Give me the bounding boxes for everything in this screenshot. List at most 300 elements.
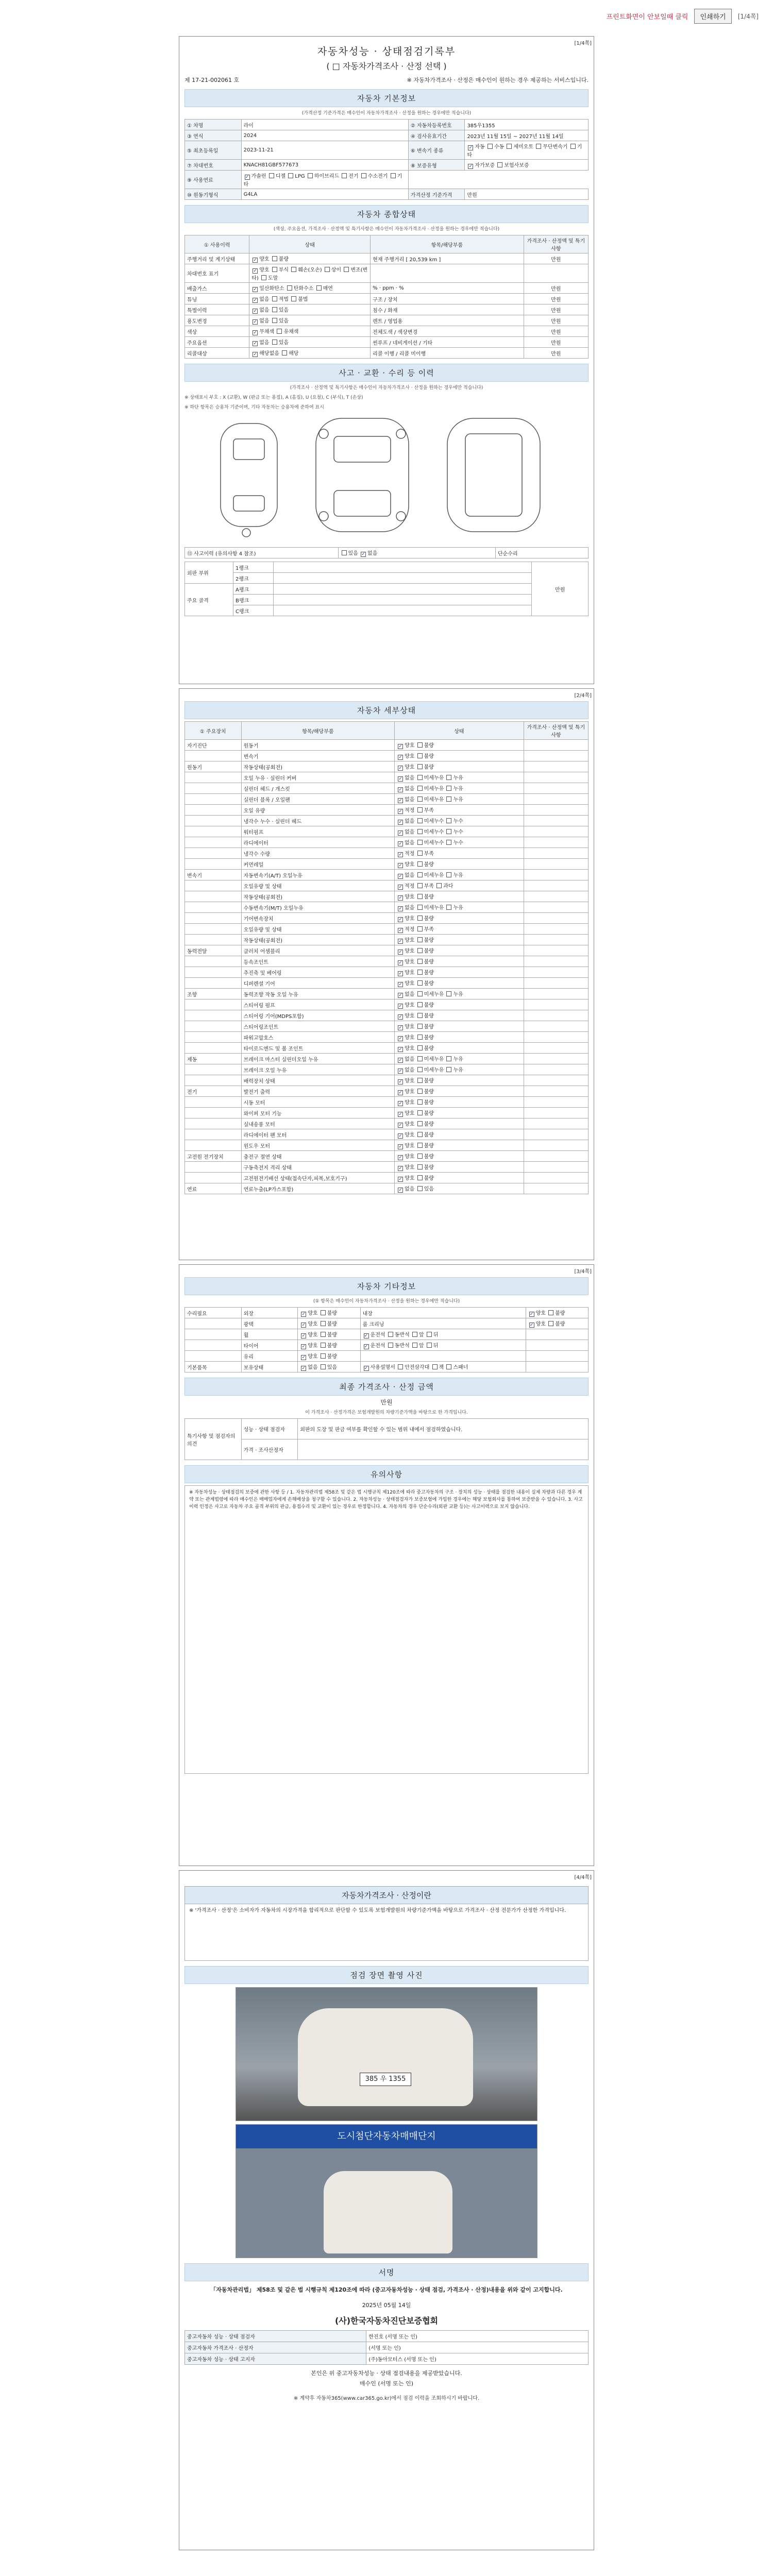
status-row (185, 294, 589, 304)
detail-price (524, 1140, 588, 1151)
detail-item: 발전기 출력 (241, 1086, 395, 1097)
detail-row (185, 1183, 589, 1194)
column-header: 가격조사 · 산정액 및 특기사항 (524, 235, 588, 253)
detail-price (524, 751, 588, 761)
checkbox: ✓ (398, 1090, 402, 1095)
checkbox (417, 980, 423, 986)
detail-group (185, 859, 242, 870)
checkbox (417, 1078, 423, 1083)
checkbox (417, 807, 423, 812)
detail-row (185, 1064, 589, 1075)
sign-date: 2025년 05월 14일 (362, 2302, 411, 2309)
detail-state: ✓ 양호 불량 (395, 956, 524, 967)
other-item: 내장 (360, 1308, 526, 1318)
sign-row (185, 2342, 589, 2353)
other-row (185, 1362, 589, 1372)
signer-role: 중고자동차 가격조사 · 산정자 (185, 2342, 366, 2353)
detail-price (524, 1118, 588, 1129)
checkbox (417, 1143, 423, 1148)
checkbox: ✓ (398, 939, 402, 944)
detail-price (524, 945, 588, 956)
checkbox: ✓ (253, 309, 258, 314)
detail-group (185, 880, 242, 891)
checkbox (417, 1067, 423, 1072)
checkbox: ✓ (398, 798, 402, 803)
detail-price (524, 805, 588, 816)
checkbox (321, 1321, 326, 1326)
checkbox: ✓ (398, 1177, 402, 1182)
detail-state: ✓ 없음 미세누유 누유 (395, 870, 524, 880)
checkbox (272, 340, 277, 345)
checkbox (548, 1321, 553, 1326)
detail-state: ✓ 양호 불량 (395, 978, 524, 989)
page-number: [4/4쪽] (574, 1875, 592, 1880)
detail-row (185, 848, 589, 859)
page-count: [1/4쪽] (737, 12, 759, 20)
checkbox (417, 753, 423, 758)
appraiser-opinion (298, 1439, 589, 1460)
checkbox: ✓ (253, 258, 258, 263)
status-item: 차대번호 표기 (185, 264, 249, 283)
checkbox: ✓ (529, 1323, 534, 1328)
detail-state: ✓ 양호 불량 (395, 891, 524, 902)
column-header: 상태 (249, 235, 371, 253)
detail-price (524, 1108, 588, 1118)
status-value: ✓ 없음 있음 (249, 315, 371, 326)
status-row (185, 337, 589, 348)
organization: (사)한국자동차진단보증협회 (334, 2316, 439, 2326)
detail-state: ✓ 양호 불량 (395, 999, 524, 1010)
column-header: 가격조사 · 산정액 및 특기사항 (524, 722, 588, 740)
detail-item: 배력장치 상태 (241, 1075, 395, 1086)
detail-group (185, 935, 242, 945)
detail-group (185, 1118, 242, 1129)
detail-state: ✓ 없음 미세누유 누유 (395, 772, 524, 783)
detail-state: ✓ 적정 부족 (395, 924, 524, 935)
checkbox (417, 1121, 423, 1126)
checkbox: ✓ (398, 841, 402, 846)
doc-number: 제 17-21-002061 호 (184, 77, 240, 83)
other-row (185, 1340, 589, 1351)
status-item: 리콜대상 (185, 348, 249, 359)
other-header: 자동차 기타정보 (184, 1277, 589, 1295)
rank-a: A랭크 (233, 584, 273, 595)
detail-row (185, 1162, 589, 1173)
signer-name: (주)동아모터스 (서명 또는 인) (366, 2353, 589, 2365)
checkbox: ✓ (398, 950, 402, 955)
accident-summary (184, 547, 589, 558)
checkbox (417, 1056, 423, 1061)
other-item (360, 1351, 526, 1362)
checkbox: ✓ (301, 1312, 306, 1317)
other-state: ✓ 양호 불량 (298, 1329, 360, 1340)
checkbox: ✓ (398, 1014, 402, 1020)
checkbox: ✓ (398, 1112, 402, 1117)
checkbox (417, 937, 423, 942)
detail-group (185, 924, 242, 935)
checkbox: ✓ (398, 971, 402, 976)
detail-price (524, 880, 588, 891)
signer-role: 중고자동차 성능 · 상태 고지자 (185, 2353, 366, 2365)
detail-group (185, 816, 242, 826)
detail-group: 원동기 (185, 761, 242, 772)
detail-row (185, 1086, 589, 1097)
checkbox (388, 1343, 393, 1348)
detail-group: 고전원 전기장치 (185, 1151, 242, 1162)
status-value: ✓ 해당없음 해당 (249, 348, 371, 359)
status-value: ✓ 양호 부식 훼손(오손) 상이 변조(변타) 도말 (249, 264, 371, 283)
detail-group: 동력전달 (185, 945, 242, 956)
status-item: 용도변경 (185, 315, 249, 326)
detail-state: ✓ 없음 미세누수 누수 (395, 816, 524, 826)
checkbox: ✓ (398, 928, 402, 933)
rank-b: B랭크 (233, 595, 273, 605)
field-value: ✓ 가솔린 디젤 LPG 하이브리드 전기 수소전기 기타 (241, 171, 408, 189)
signer-name: (서명 또는 인) (366, 2342, 589, 2353)
checkbox (282, 350, 287, 355)
status-row (185, 348, 589, 359)
simple-repair-cell (495, 548, 588, 558)
status-detail (371, 264, 524, 283)
status-detail: % · ppm · % (371, 283, 524, 294)
detail-state: ✓ 양호 불량 (395, 1162, 524, 1173)
detail-item: 실린더 헤드 / 개스킷 (241, 783, 395, 794)
detail-group (185, 751, 242, 761)
detail-price (524, 870, 588, 880)
footer-note: ※ 계약후 자동차365(www.car365.go.kr)에서 점검 이력을 조회하시기 바랍니다. (293, 2396, 480, 2401)
detail-item: 실린더 블록 / 오일팬 (241, 794, 395, 805)
page-number: [2/4쪽] (574, 693, 592, 699)
accident-no: 없음 (367, 551, 378, 556)
checkbox: ✓ (245, 175, 249, 180)
status-item: 튜닝 (185, 294, 249, 304)
page-1 (179, 36, 594, 684)
basic-row (185, 130, 589, 141)
detail-price (524, 1183, 588, 1194)
detail-state: ✓ 양호 불량 (395, 859, 524, 870)
detail-price (524, 783, 588, 794)
other-item: 유리 (241, 1351, 298, 1362)
detail-item: 냉각수 수량 (241, 848, 395, 859)
checkbox (272, 256, 277, 261)
document-title: 자동차성능 · 상태점검기록부 (317, 46, 456, 57)
checkbox (488, 144, 493, 149)
status-detail: 현재 주행거리 [ 20,539 km ] (371, 253, 524, 264)
other-state: ✓ 양호 불량 (298, 1351, 360, 1362)
field-label: ⑨ 사용연료 (185, 171, 242, 189)
other-state (526, 1340, 588, 1351)
detail-price (524, 999, 588, 1010)
column-header: 항목/해당부품 (371, 235, 524, 253)
detail-item: 오일 누유 · 실린더 커버 (241, 772, 395, 783)
detail-price (524, 1086, 588, 1097)
column-header: ① 사용이력 (185, 235, 249, 253)
detail-group (185, 1075, 242, 1086)
detail-row (185, 880, 589, 891)
detail-item: 디퍼렌셜 기어 (241, 978, 395, 989)
detail-item: 오일유량 및 상태 (241, 880, 395, 891)
page-number: [1/4쪽] (574, 41, 592, 46)
status-value: ✓ 양호 불량 (249, 253, 371, 264)
checkbox: ✓ (398, 787, 402, 792)
detail-item: 타이로드엔드 및 볼 조인트 (241, 1043, 395, 1054)
field-label: ⑤ 최초등록일 (185, 141, 242, 160)
detail-row (185, 1054, 589, 1064)
detail-row (185, 989, 589, 999)
detail-group: 전기 (185, 1086, 242, 1097)
detail-group (185, 1140, 242, 1151)
other-table (184, 1307, 589, 1372)
detail-group (185, 913, 242, 924)
checkbox: ✓ (398, 960, 402, 965)
sign-row (185, 2353, 589, 2365)
checkbox: ✓ (398, 820, 402, 825)
detail-price (524, 837, 588, 848)
detail-price (524, 1075, 588, 1086)
print-button[interactable]: 인쇄하기 (694, 9, 731, 24)
print-help-link[interactable]: 프린트화면이 안보일때 클릭 (606, 13, 688, 21)
detail-state: ✓ 없음 미세누유 누유 (395, 794, 524, 805)
status-price: 만원 (524, 348, 588, 359)
checkbox: ✓ (398, 744, 402, 749)
checkbox (417, 775, 423, 780)
checkbox (446, 1067, 451, 1072)
detail-row (185, 772, 589, 783)
checkbox (272, 307, 277, 312)
detail-group (185, 826, 242, 837)
sign-row (185, 2331, 589, 2342)
field-value: 만원 (465, 189, 589, 200)
detail-state: ✓ 양호 불량 (395, 1043, 524, 1054)
detail-group: 연료 (185, 1183, 242, 1194)
column-header: ① 주요장치 (185, 722, 242, 740)
checkbox: ✓ (398, 1004, 402, 1009)
page-2 (179, 688, 594, 1260)
detail-item: 오일유량 및 상태 (241, 924, 395, 935)
status-price: 만원 (524, 315, 588, 326)
other-state (526, 1329, 588, 1340)
detail-group (185, 794, 242, 805)
detail-price (524, 924, 588, 935)
status-price: 만원 (524, 304, 588, 315)
status-value: ✓ 무채색 유채색 (249, 326, 371, 337)
detail-item: 원동기 (241, 740, 395, 751)
checkbox (417, 1013, 423, 1018)
detail-group (185, 978, 242, 989)
checkbox (417, 742, 423, 748)
status-note: (색상, 주요옵션, 가격조사 · 산정액 및 특기사항은 매수인이 자동차가격조사 · 산정을 원하는 경우에만 적습니다) (273, 227, 500, 232)
status-item: 특별이력 (185, 304, 249, 315)
checkbox (272, 296, 277, 301)
checkbox: ✓ (529, 1312, 534, 1317)
checkbox (417, 883, 423, 888)
detail-group (185, 783, 242, 794)
checkbox: ✓ (398, 766, 402, 771)
checkbox (446, 818, 451, 823)
checkbox (342, 550, 347, 555)
checkbox: ✓ (364, 1366, 368, 1371)
license-plate: 385 우 1355 (360, 2073, 411, 2086)
appraisal-banner: 자동차가격조사 · 산정이란 (184, 1886, 589, 1904)
checkbox (288, 173, 293, 178)
checkbox (417, 991, 423, 996)
checkbox (446, 796, 451, 802)
accident-legend-2: ※ 하단 항목은 승용차 기준이며, 기타 자동차는 승용차에 준하여 표시 (184, 405, 324, 410)
status-price: 만원 (524, 337, 588, 348)
checkbox (417, 1002, 423, 1007)
other-note: (① 항목은 매수인이 자동차가격조사 · 산정을 원하는 경우에만 적습니다) (313, 1299, 460, 1304)
detail-state: ✓ 적정 부족 (395, 805, 524, 816)
checkbox: ✓ (253, 352, 258, 357)
detail-item: 기어변속장치 (241, 913, 395, 924)
checkbox (417, 861, 423, 867)
detail-row (185, 891, 589, 902)
checkbox: ✓ (301, 1323, 306, 1328)
detail-item: 변속기 (241, 751, 395, 761)
detail-row (185, 1010, 589, 1021)
checkbox (272, 267, 277, 272)
accident-row-label: ⑬ 사고이력 (유의사항 4 참조) (185, 548, 339, 558)
checkbox (417, 948, 423, 953)
checkbox: ✓ (364, 1333, 368, 1338)
checkbox (277, 329, 282, 334)
other-group: 수리필요 (185, 1308, 242, 1318)
checkbox (548, 1310, 553, 1315)
field-value: KNACH81GBF577673 (241, 160, 408, 171)
detail-price (524, 1064, 588, 1075)
detail-item: 고전원전기배선 상태(접속단자,피복,보호기구) (241, 1173, 395, 1183)
car-diagram (184, 413, 589, 542)
field-label: ⑧ 보증유형 (408, 160, 465, 171)
photo-header: 점검 장면 촬영 사진 (184, 1966, 589, 1984)
accident-yes: 있음 (348, 551, 358, 556)
field-label: ② 자동차등록번호 (408, 120, 465, 130)
checkbox (446, 991, 451, 996)
checkbox: ✓ (398, 874, 402, 879)
field-label: ⑩ 원동기형식 (185, 189, 242, 200)
other-group: 기본품목 (185, 1362, 242, 1372)
column-header: 항목/해당부품 (241, 722, 395, 740)
detail-state: ✓ 양호 불량 (395, 1173, 524, 1183)
checkbox: ✓ (253, 268, 258, 274)
detail-state: ✓ 양호 불량 (395, 935, 524, 945)
checkbox: ✓ (398, 1133, 402, 1139)
status-detail: 구조 / 장치 (371, 294, 524, 304)
field-label: ⑥ 변속기 종류 (408, 141, 465, 160)
status-price: 만원 (524, 294, 588, 304)
checkbox: ✓ (398, 1036, 402, 1041)
status-table (184, 235, 589, 359)
detail-row (185, 794, 589, 805)
detail-row (185, 967, 589, 978)
detail-item: 등속조인트 (241, 956, 395, 967)
checkbox: ✓ (398, 895, 402, 901)
basic-row (185, 189, 589, 200)
detail-row (185, 999, 589, 1010)
checkbox (446, 829, 451, 834)
detail-item: 브레이크 마스터 실린더오일 누유 (241, 1054, 395, 1064)
checkbox (321, 1310, 326, 1315)
rank-1: 1랭크 (233, 562, 273, 573)
checkbox (417, 1186, 423, 1191)
detail-item: 워터펌프 (241, 826, 395, 837)
detail-item: 자동변속기(A/T) 오일누유 (241, 870, 395, 880)
price-note: 이 가격조사 · 산정가격은 보험개발원의 차량기준가액을 바탕으로 한 가격입니다. (305, 1410, 468, 1415)
detail-state: ✓ 양호 불량 (395, 1129, 524, 1140)
checkbox (570, 144, 576, 149)
other-state (526, 1351, 588, 1362)
status-price: 만원 (524, 326, 588, 337)
detail-price (524, 1173, 588, 1183)
checkbox (446, 872, 451, 877)
checkbox: ✓ (398, 917, 402, 922)
detail-state: ✓ 없음 있음 (395, 1183, 524, 1194)
detail-item: 스티어링조인트 (241, 1021, 395, 1032)
detail-row (185, 1118, 589, 1129)
detail-price (524, 1010, 588, 1021)
detail-row (185, 751, 589, 761)
detail-item: 냉각수 누수 · 실린더 헤드 (241, 816, 395, 826)
checkbox (261, 275, 266, 280)
status-row (185, 315, 589, 326)
sign-text: 「자동차관리법」 제58조 및 같은 법 시행규칙 제120조에 따라 (중고자동차성능 · 상태 점검, 가격조사 · 산정)내용을 위와 같이 고지합니다. (210, 2286, 563, 2293)
accident-note: (가격조사 · 산정액 및 특기사항은 매수인이 자동차가격조사 · 산정을 원하는 경우에만 적습니다) (290, 385, 483, 391)
detail-state: ✓ 없음 미세누수 누수 (395, 826, 524, 837)
detail-price (524, 967, 588, 978)
status-price (524, 264, 588, 283)
status-header: 자동차 종합상태 (184, 205, 589, 223)
detail-group (185, 967, 242, 978)
caution-header: 유의사항 (184, 1465, 589, 1483)
detail-state: ✓ 없음 미세누수 누수 (395, 837, 524, 848)
checkbox (321, 1353, 326, 1359)
checkbox: ✓ (398, 1166, 402, 1171)
detail-state: ✓ 적정 부족 과다 (395, 880, 524, 891)
page-4 (179, 1870, 594, 2550)
detail-price (524, 1054, 588, 1064)
status-value: ✓ 없음 있음 (249, 337, 371, 348)
detail-price (524, 816, 588, 826)
detail-row (185, 740, 589, 751)
basic-info-note: (가격산정 기준가격은 매수인이 자동차가격조사 · 산정을 원하는 경우에만 적습니다) (301, 111, 472, 116)
checkbox: ✓ (398, 906, 402, 911)
checkbox (432, 1364, 438, 1369)
checkbox (417, 1099, 423, 1105)
other-row (185, 1351, 589, 1362)
detail-group (185, 1064, 242, 1075)
price-header: 최종 가격조사 · 산정 금액 (184, 1378, 589, 1396)
field-label: 가격산정 기준가격 (408, 189, 465, 200)
accident-yes-cell (338, 548, 495, 558)
detail-item: 스티어링 기어(MDPS포함) (241, 1010, 395, 1021)
detail-state: ✓ 없음 미세누유 누유 (395, 902, 524, 913)
basic-row (185, 160, 589, 171)
status-item: 배출가스 (185, 283, 249, 294)
detail-price (524, 935, 588, 945)
detail-state: ✓ 양호 불량 (395, 1075, 524, 1086)
other-state: ✓ 양호 불량 (298, 1308, 360, 1318)
checkbox: ✓ (468, 164, 473, 169)
other-item: 외장 (241, 1308, 298, 1318)
basic-info-header: 자동차 기본정보 (184, 89, 589, 107)
status-row (185, 253, 589, 264)
detail-price (524, 848, 588, 859)
checkbox (417, 764, 423, 769)
checkbox: ✓ (398, 1101, 402, 1106)
document-subtitle: ( □ 자동차가격조사 · 산정 선택 ) (326, 61, 447, 71)
field-label: ⑦ 차대번호 (185, 160, 242, 171)
detail-group (185, 1173, 242, 1183)
